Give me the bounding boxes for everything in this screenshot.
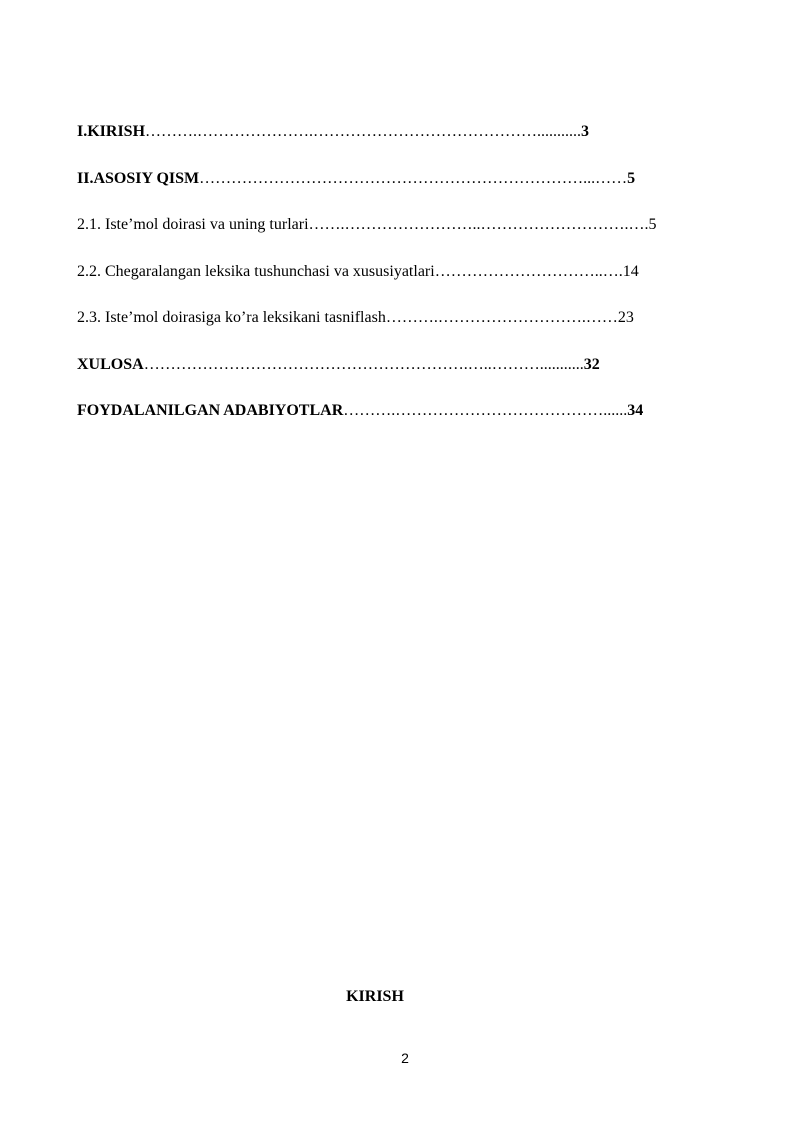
toc-page-number: 32 [583,355,600,373]
toc-page-number: 23 [617,309,634,326]
toc-entry-asosiy-qism[interactable] [77,169,737,216]
toc-entry-title: I.KIRISH [77,123,146,140]
toc-dot-leader: …………………………..…. [434,262,623,280]
toc-dot-leader: …………………………………………………….…..………........... [143,355,584,373]
toc-page-number: 5 [627,169,636,187]
section-heading: KIRISH [346,988,404,1005]
toc-entry-title: II.ASOSIY QISM [77,169,200,187]
toc-entry-foydalanilgan-adabiyotlar[interactable] [77,401,737,448]
toc-dot-leader: …….……………………..……………………….…. [308,216,649,233]
toc-entry-2-1[interactable] [77,215,737,262]
toc-page-number: 5 [648,216,657,233]
toc-page-number: 34 [627,402,644,419]
toc-entry-2-2[interactable] [77,262,737,309]
toc-entry-title: 2.3. Iste’mol doirasiga ko’ra leksikani tasniflash [77,309,386,326]
toc-dot-leader: ……….……………………….…… [385,309,618,326]
toc-entry-xulosa[interactable] [77,355,737,402]
table-of-contents [77,122,737,448]
toc-entry-title: 2.1. Iste’mol doirasi va uning turlari [77,216,309,233]
toc-dot-leader: ……….…………………………………...... [343,402,628,419]
toc-page-number: 3 [581,123,590,140]
toc-entry-title: FOYDALANILGAN ADABIYOTLAR [77,402,344,419]
toc-entry-title: XULOSA [77,355,144,373]
toc-page-number: 14 [622,262,639,280]
toc-entry-title: 2.2. Chegaralangan leksika tushunchasi va xususiyatlari [77,262,435,280]
page-number: 2 [401,1050,409,1066]
toc-dot-leader: ……….………………….……………………………………........... [145,123,582,140]
toc-dot-leader: ………………………………………………………………...…… [199,169,628,187]
toc-entry-2-3[interactable] [77,308,737,355]
toc-entry-kirish[interactable] [77,122,737,169]
